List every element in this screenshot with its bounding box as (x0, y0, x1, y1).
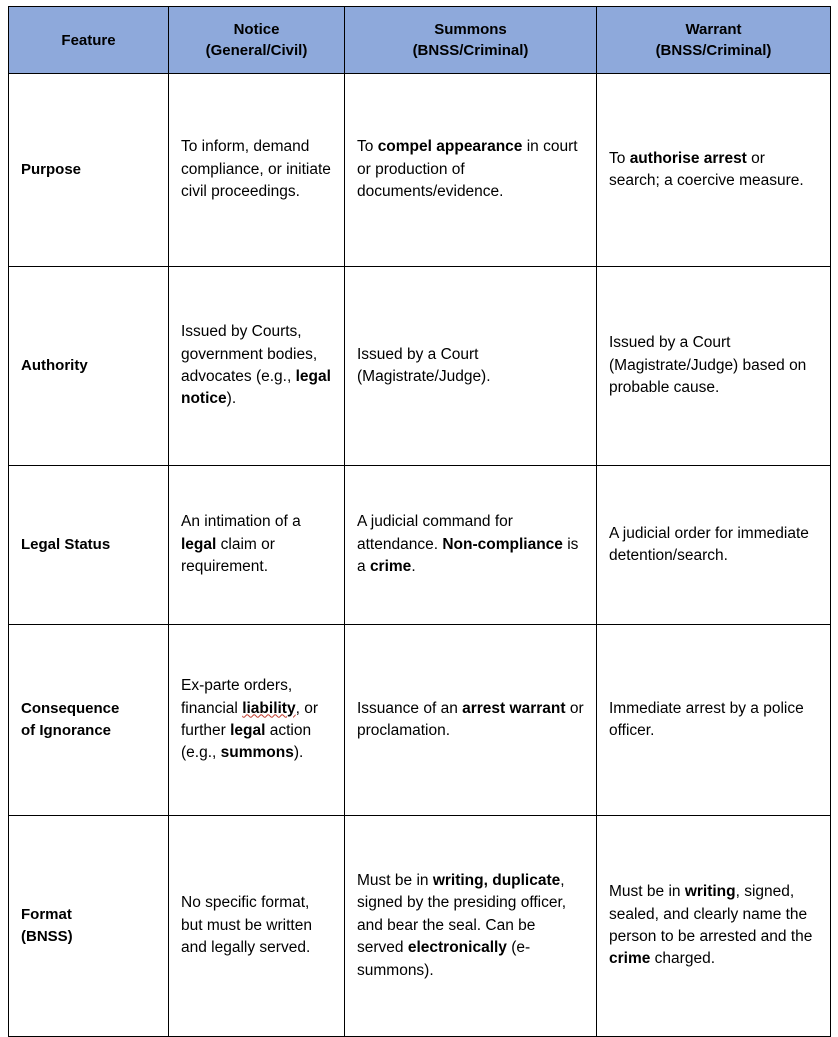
row-header-consequence-line2: of Ignorance (21, 722, 112, 739)
row-header-authority (9, 267, 169, 466)
column-header-summons-line2: (BNSS/Criminal) (412, 42, 529, 59)
column-header-feature (9, 7, 169, 74)
row-header-consequence-line1: Consequence (21, 700, 120, 718)
row-header-legal-status (9, 466, 169, 625)
cell-purpose-summons: To compel appearance in court or production of documents/evidence. (345, 74, 597, 267)
row-header-consequence (9, 625, 169, 816)
column-header-warrant-line2: (BNSS/Criminal) (655, 42, 772, 59)
cell-purpose-notice: To inform, demand compliance, or initiate civil proceedings. (169, 74, 345, 267)
cell-authority-notice: Issued by Courts, government bodies, advocates (e.g., legal notice). (169, 267, 345, 466)
cell-format-notice: No specific format, but must be written and legally served. (169, 816, 345, 1037)
table-row (9, 625, 831, 816)
column-header-warrant-line1: Warrant (685, 21, 742, 38)
table-body (9, 74, 831, 1037)
row-header-purpose (9, 74, 169, 267)
column-header-summons (345, 7, 597, 74)
column-header-notice-line2: (General/Civil) (205, 42, 308, 59)
row-header-authority-line1: Authority (21, 357, 88, 375)
cell-format-summons: Must be in writing, duplicate, signed by the presiding officer, and bear the seal. Can be served electronically (e-summons). (345, 816, 597, 1037)
column-header-feature-line1: Feature (61, 31, 116, 49)
table-row (9, 466, 831, 625)
table-header (9, 7, 831, 74)
cell-consequence-summons: Issuance of an arrest warrant or proclamation. (345, 625, 597, 816)
column-header-notice (169, 7, 345, 74)
table-row (9, 816, 831, 1037)
row-header-legal-status-line1: Legal Status (21, 536, 111, 554)
column-header-notice-line1: Notice (233, 21, 280, 38)
comparison-table (8, 6, 831, 1037)
row-header-format-line2: (BNSS) (21, 928, 73, 945)
row-header-format (9, 816, 169, 1037)
cell-format-warrant: Must be in writing, signed, sealed, and clearly name the person to be arrested and the crime charged. (597, 816, 831, 1037)
cell-purpose-warrant: To authorise arrest or search; a coercive measure. (597, 74, 831, 267)
column-header-warrant (597, 7, 831, 74)
row-header-purpose-line1: Purpose (21, 161, 82, 179)
column-header-summons-line1: Summons (434, 21, 507, 38)
table-header-row (9, 7, 831, 74)
cell-legal-status-summons: A judicial command for attendance. Non-compliance is a crime. (345, 466, 597, 625)
table-row (9, 267, 831, 466)
cell-authority-summons: Issued by a Court (Magistrate/Judge). (345, 267, 597, 466)
cell-consequence-warrant: Immediate arrest by a police officer. (597, 625, 831, 816)
cell-legal-status-notice: An intimation of a legal claim or requirement. (169, 466, 345, 625)
row-header-format-line1: Format (21, 906, 72, 924)
table-row (9, 74, 831, 267)
cell-authority-warrant: Issued by a Court (Magistrate/Judge) based on probable cause. (597, 267, 831, 466)
cell-consequence-notice: Ex-parte orders, financial liability, or further legal action (e.g., summons). (169, 625, 345, 816)
cell-legal-status-warrant: A judicial order for immediate detention/search. (597, 466, 831, 625)
